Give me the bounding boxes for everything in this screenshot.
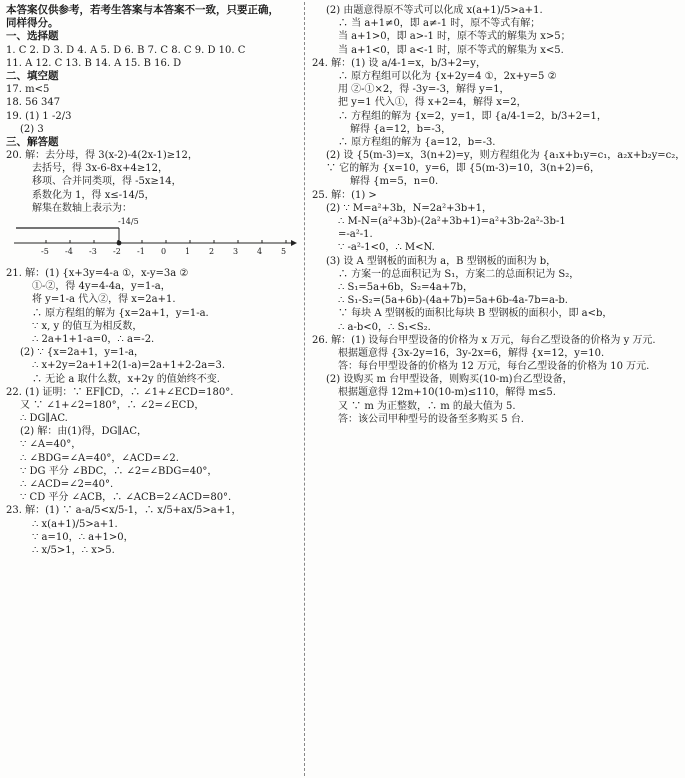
tick-label: 4 <box>257 247 263 256</box>
answer-line: 一、选择题 <box>6 30 59 43</box>
answer-line: 答：每台甲型设备的价格为 12 万元，每台乙型设备的价格为 10 万元. <box>338 361 650 373</box>
answer-line: 三、解答题 <box>6 135 59 148</box>
answer-line: 解得 {m=5，n=0. <box>350 176 439 188</box>
tick-label: -4 <box>65 247 73 256</box>
answer-line: (2) 解：由(1)得，DG∥AC， <box>20 426 148 438</box>
answer-line: 20. 解：去分母，得 3(x-2)-4(2x-1)≥12， <box>6 150 198 162</box>
answer-line: 当 a+1<0，即 a<-1 时，原不等式的解集为 x<5. <box>338 44 564 56</box>
answer-line: ∴ 当 a+1≠0，即 a≠-1 时，原不等式有解； <box>338 18 541 30</box>
answer-line: ∵ DG 平分 ∠BDC，∴ ∠2=∠BDG=40°， <box>20 465 218 477</box>
answer-line: ∴ 方程组的解为 {x=2，y=1，即 {a/4-1=2，b/3+2=1， <box>338 110 607 122</box>
answer-line: 11. A 12. C 13. B 14. A 15. B 16. D <box>6 57 182 69</box>
answer-line: 23. 解：(1) ∵ a-a/5<x/5-1，∴ x/5+ax/5>a+1， <box>6 505 242 517</box>
tick-label: 1 <box>185 247 191 256</box>
tick-label: 2 <box>209 247 215 256</box>
answer-block-bottom <box>6 267 298 557</box>
number-line <box>6 217 298 263</box>
answer-line: 根据题意得 12m+10(10-m)≤110，解得 m≤5. <box>338 387 556 399</box>
right-column <box>312 4 685 776</box>
answer-line: 根据题意得 {3x-2y=16，3y-2x=6，解得 {x=12，y=10. <box>338 347 605 359</box>
answer-line: ∵ x, y 的值互为相反数， <box>32 320 143 332</box>
answer-line: 移项、合并同类项，得 -5x≥14， <box>32 176 182 188</box>
answer-line: 系数化为 1，得 x≤-14/5， <box>32 189 155 201</box>
answer-line: ∵ -a²-1<0，∴ M<N. <box>338 242 435 254</box>
number-line-graphic <box>6 217 296 263</box>
answer-line: (3) 设 A 型钢板的面积为 a，B 型钢板的面积为 b， <box>326 255 557 267</box>
tick-label: 5 <box>281 247 287 256</box>
answer-line: ∵ a=10，∴ a+1>0， <box>32 531 134 543</box>
answer-line: 21. 解：(1) {x+3y=4-a ①，x-y=3a ② <box>6 268 189 279</box>
answer-line: ∵ ∠A=40°， <box>20 439 82 451</box>
tick-label: 0 <box>161 247 167 256</box>
answer-line: 去括号，得 3x-6-8x+4≥12， <box>32 163 168 175</box>
answer-line: ∴ S₁=5a+6b，S₂=4a+7b， <box>338 281 473 293</box>
answer-line: ∴ 原方程组的解为 {x=2a+1，y=1-a. <box>32 307 209 319</box>
answer-line: 又 ∵ ∠1+∠2=180°，∴ ∠2=∠ECD， <box>20 399 205 411</box>
answer-line: 24. 解：(1) 设 a/4-1=x，b/3+2=y， <box>312 57 486 69</box>
answer-line: 同样得分。 <box>6 17 59 30</box>
answer-line: 22. (1) 证明：∵ EF∥CD，∴ ∠1+∠ECD=180°. <box>6 386 234 398</box>
answer-line: ∵ 每块 A 型钢板的面积比每块 B 型钢板的面积小，即 a<b， <box>338 308 613 320</box>
answer-line: 解集在数轴上表示为： <box>32 202 132 214</box>
answer-line: ∴ x+2y=2a+1+2(1-a)=2a+1+2-2a=3. <box>32 360 226 372</box>
answer-line: 答：该公司甲种型号的设备至多购买 5 台. <box>338 413 524 425</box>
answer-line: 二、填空题 <box>6 69 59 82</box>
answer-line: ∴ 2a+1+1-a=0，∴ a=-2. <box>32 333 155 345</box>
answer-line: ∴ x/5>1，∴ x>5. <box>32 544 115 556</box>
tick-label: 3 <box>233 247 239 256</box>
answer-line: ∴ S₁-S₂=(5a+6b)-(4a+7b)=5a+6b-4a-7b=a-b. <box>338 295 568 307</box>
answer-line: ∴ x(a+1)/5>a+1. <box>32 518 118 530</box>
answer-line: 将 y=1-a 代入②，得 x=2a+1. <box>32 294 176 306</box>
answer-line: 25. 解：(1) > <box>312 189 377 201</box>
answer-line: 用 ②-①×2，得 -3y=-3，解得 y=1， <box>338 84 510 96</box>
answer-line: ∴ 方案一的总面积记为 S₁，方案二的总面积记为 S₂， <box>338 268 580 280</box>
tick-label: -3 <box>89 247 97 256</box>
answer-line: (2) 3 <box>20 123 44 135</box>
answer-line: 1. C 2. D 3. D 4. A 5. D 6. B 7. C 8. C 9. D 10. C <box>6 44 246 56</box>
answer-line: ∴ a-b<0，∴ S₁<S₂. <box>338 321 431 333</box>
answer-line: 把 y=1 代入①，得 x+2=4，解得 x=2， <box>338 97 527 109</box>
number-line-label: -14/5 <box>118 217 139 226</box>
left-column <box>6 4 298 776</box>
solid-point <box>117 241 122 246</box>
answer-line: ∵ CD 平分 ∠ACB，∴ ∠ACB=2∠ACD=80°. <box>20 492 232 504</box>
answer-block-top <box>6 4 298 215</box>
answer-line: ∴ 无论 a 取什么数，x+2y 的值始终不变. <box>32 373 220 385</box>
answer-line: ∴ DG∥AC. <box>20 413 68 425</box>
answer-line: ∴ 原方程组的解为 {a=12，b=-3. <box>338 136 496 148</box>
answer-block-right <box>312 4 685 426</box>
answer-line: (2) ∵ M=a²+3b，N=2a²+3b+1， <box>326 202 492 214</box>
answer-line: ∴ M-N=(a²+3b)-(2a²+3b+1)=a²+3b-2a²-3b-1 <box>338 216 566 227</box>
answer-line: 解得 {a=12，b=-3， <box>350 123 452 135</box>
tick-label: -5 <box>41 247 49 256</box>
answer-line: (2) 设 {5(m-3)=x，3(n+2)=y，则方程组化为 {a₁x+b₁y=c₁，a₂x+b₂y=c₂， <box>326 150 685 162</box>
answer-line: 当 a+1>0，即 a>-1 时，原不等式的解集为 x>5； <box>338 31 571 43</box>
answer-line: ①-②，得 4y=4-4a，y=1-a， <box>32 281 171 293</box>
arrow-icon <box>291 240 297 246</box>
answer-line: 18. 56 347 <box>6 97 61 109</box>
answer-line: =-a²-1. <box>338 229 373 241</box>
answer-line: 26. 解：(1) 设每台甲型设备的价格为 x 万元，每台乙型设备的价格为 y 万元. <box>312 334 656 346</box>
tick-label: -1 <box>137 247 145 256</box>
answer-line: (2) ∵ {x=2a+1，y=1-a， <box>20 347 145 359</box>
answer-line: 又 ∵ m 为正整数，∴ m 的最大值为 5. <box>338 400 516 412</box>
column-divider <box>304 2 305 776</box>
answer-line: ∵ 它的解为 {x=10，y=6，即 {5(m-3)=10，3(n+2)=6， <box>326 163 600 175</box>
answer-line: ∴ 原方程组可以化为 {x+2y=4 ①，2x+y=5 ② <box>338 70 557 82</box>
answer-line: (2) 设购买 m 台甲型设备，则购买(10-m)台乙型设备， <box>326 374 573 386</box>
answer-line: 17. m<5 <box>6 84 50 96</box>
answer-line: 19. (1) 1 -2/3 <box>6 110 72 122</box>
answer-line: ∴ ∠ACD=∠2=40°. <box>20 479 114 490</box>
tick-label: -2 <box>113 247 121 256</box>
answer-line: (2) 由题意得原不等式可以化成 x(a+1)/5>a+1. <box>326 5 543 16</box>
answer-line: 本答案仅供参考，若考生答案与本答案不一致，只要正确， <box>6 4 279 16</box>
answer-line: ∴ ∠BDG=∠A=40°，∠ACD=∠2. <box>20 452 179 464</box>
